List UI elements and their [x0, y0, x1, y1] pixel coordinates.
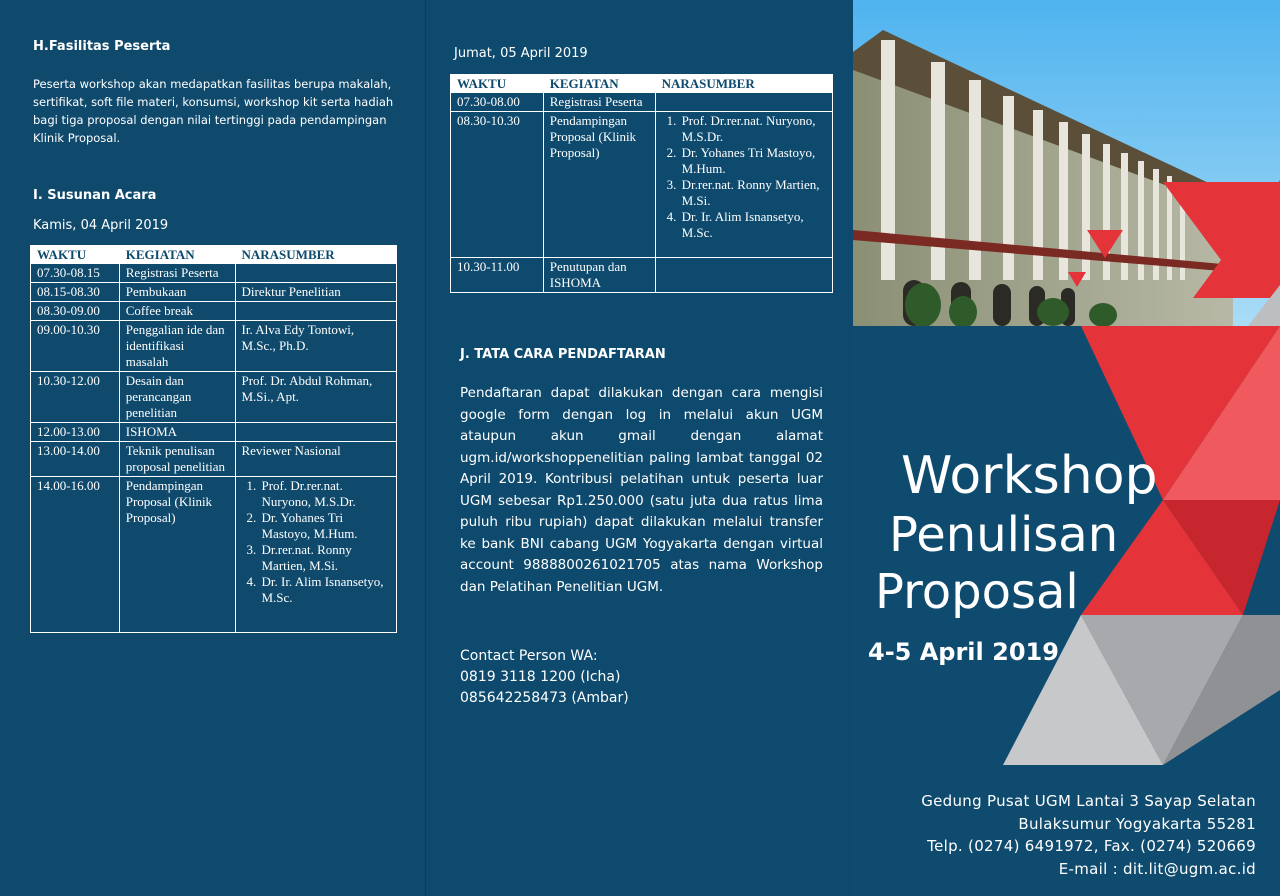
- time-cell: 07.30-08.15: [31, 264, 120, 283]
- activity-cell: Pendampingan Proposal (Klinik Proposal): [119, 477, 235, 633]
- address-line-1: Gedung Pusat UGM Lantai 3 Sayap Selatan: [921, 792, 1256, 810]
- col-header: KEGIATAN: [119, 246, 235, 264]
- speaker-cell: [235, 264, 397, 283]
- speaker-cell: [235, 302, 397, 321]
- day2-label: Jumat, 05 April 2019: [454, 46, 588, 61]
- time-cell: 08.30-10.30: [451, 112, 544, 258]
- speaker-cell: Direktur Penelitian: [235, 283, 397, 302]
- registration-heading: J. TATA CARA PENDAFTARAN: [460, 347, 666, 362]
- col-header: NARASUMBER: [235, 246, 397, 264]
- speaker-item: 3. Dr.rer.nat. Ronny Martien, M.Si.: [680, 177, 826, 209]
- activity-cell: Desain dan perancangan penelitian: [119, 372, 235, 423]
- table-row: [31, 321, 397, 372]
- time-cell: 10.30-12.00: [31, 372, 120, 423]
- address-line-2: Bulaksumur Yogyakarta 55281: [1018, 815, 1256, 833]
- time-cell: 09.00-10.30: [31, 321, 120, 372]
- speaker-cell: [235, 477, 397, 633]
- contact-person-1: 0819 3118 1200 (Icha): [460, 669, 621, 685]
- speaker-cell: Reviewer Nasional: [235, 442, 397, 477]
- time-cell: 08.30-09.00: [31, 302, 120, 321]
- facilities-heading: H.Fasilitas Peserta: [33, 39, 171, 54]
- activity-cell: Penggalian ide dan identifikasi masalah: [119, 321, 235, 372]
- table-row: [31, 423, 397, 442]
- email: E-mail : dit.lit@ugm.ac.id: [1058, 860, 1256, 878]
- speaker-item: 4. Dr. Ir. Alim Isnansetyo, M.Sc.: [260, 574, 391, 606]
- activity-cell: ISHOMA: [119, 423, 235, 442]
- table-row: [451, 258, 833, 293]
- activity-cell: Registrasi Peserta: [543, 93, 655, 112]
- contact-person-2: 085642258473 (Ambar): [460, 690, 629, 706]
- table-row: [31, 372, 397, 423]
- event-date: 4-5 April 2019: [868, 638, 1059, 666]
- activity-cell: Pendampingan Proposal (Klinik Proposal): [543, 112, 655, 258]
- activity-cell: Registrasi Peserta: [119, 264, 235, 283]
- col-header: NARASUMBER: [655, 75, 832, 93]
- col-header: KEGIATAN: [543, 75, 655, 93]
- speaker-item: 2. Dr. Yohanes Tri Mastoyo, M.Hum.: [680, 145, 826, 177]
- speaker-item: 4. Dr. Ir. Alim Isnansetyo, M.Sc.: [680, 209, 826, 241]
- speaker-item: 1. Prof. Dr.rer.nat. Nuryono, M.S.Dr.: [260, 478, 391, 510]
- speaker-item: 3. Dr.rer.nat. Ronny Martien, M.Si.: [260, 542, 391, 574]
- time-cell: 10.30-11.00: [451, 258, 544, 293]
- time-cell: 13.00-14.00: [31, 442, 120, 477]
- clinic-speaker-list: [662, 113, 826, 241]
- day2-schedule-table: [450, 74, 833, 293]
- time-cell: 07.30-08.00: [451, 93, 544, 112]
- speaker-item: 2. Dr. Yohanes Tri Mastoyo, M.Hum.: [260, 510, 391, 542]
- table-row: [31, 302, 397, 321]
- activity-cell: Penutupan dan ISHOMA: [543, 258, 655, 293]
- time-cell: 08.15-08.30: [31, 283, 120, 302]
- title-line-2: Penulisan: [889, 507, 1119, 563]
- schedule-heading: I. Susunan Acara: [33, 188, 157, 203]
- day1-schedule-table: [30, 245, 397, 633]
- time-cell: 12.00-13.00: [31, 423, 120, 442]
- table-row: [31, 477, 397, 633]
- col-header: WAKTU: [451, 75, 544, 93]
- clinic-speaker-list: [242, 478, 391, 606]
- middle-panel: [425, 0, 855, 896]
- table-row: [451, 93, 833, 112]
- speaker-cell: [655, 112, 832, 258]
- contact-label: Contact Person WA:: [460, 648, 598, 664]
- table-row: [31, 442, 397, 477]
- col-header: WAKTU: [31, 246, 120, 264]
- cover-panel: [853, 0, 1280, 896]
- activity-cell: Teknik penulisan proposal penelitian: [119, 442, 235, 477]
- table-row: [451, 112, 833, 258]
- speaker-cell: Ir. Alva Edy Tontowi, M.Sc., Ph.D.: [235, 321, 397, 372]
- title-line-3: Proposal: [875, 564, 1079, 620]
- title-line-1: Workshop: [901, 446, 1158, 506]
- activity-cell: Pembukaan: [119, 283, 235, 302]
- activity-cell: Coffee break: [119, 302, 235, 321]
- speaker-cell: [235, 423, 397, 442]
- registration-text: Pendaftaran dapat dilakukan dengan cara mengisi google form dengan log in melalui akun UGM ataupun akun gmail dengan alamat ugm.id/workshoppenelitian paling lambat tanggal 02 April 2019. Kontribusi pelatihan untuk peserta luar UGM sebesar Rp1.250.000 (satu juta dua ratus lima puluh ribu rupiah) dapat dilakukan melalui transfer ke bank BNI cabang UGM Yogyakarta dengan virtual account 9888800261021705 atas nama Workshop dan Pelatihan Penelitian UGM.: [460, 385, 823, 595]
- speaker-cell: [655, 258, 832, 293]
- left-panel: [0, 0, 425, 896]
- speaker-item: 1. Prof. Dr.rer.nat. Nuryono, M.S.Dr.: [680, 113, 826, 145]
- speaker-cell: [655, 93, 832, 112]
- speaker-cell: Prof. Dr. Abdul Rohman, M.Si., Apt.: [235, 372, 397, 423]
- time-cell: 14.00-16.00: [31, 477, 120, 633]
- phone-fax: Telp. (0274) 6491972, Fax. (0274) 520669: [927, 837, 1256, 855]
- day1-label: Kamis, 04 April 2019: [33, 218, 169, 233]
- facilities-text: Peserta workshop akan medapatkan fasilitas berupa makalah, sertifikat, soft file materi, konsumsi, workshop kit serta hadiah bagi tiga proposal dengan nilai tertinggi pada pendampingan Klinik Proposal.: [33, 77, 394, 145]
- table-row: [31, 264, 397, 283]
- table-row: [31, 283, 397, 302]
